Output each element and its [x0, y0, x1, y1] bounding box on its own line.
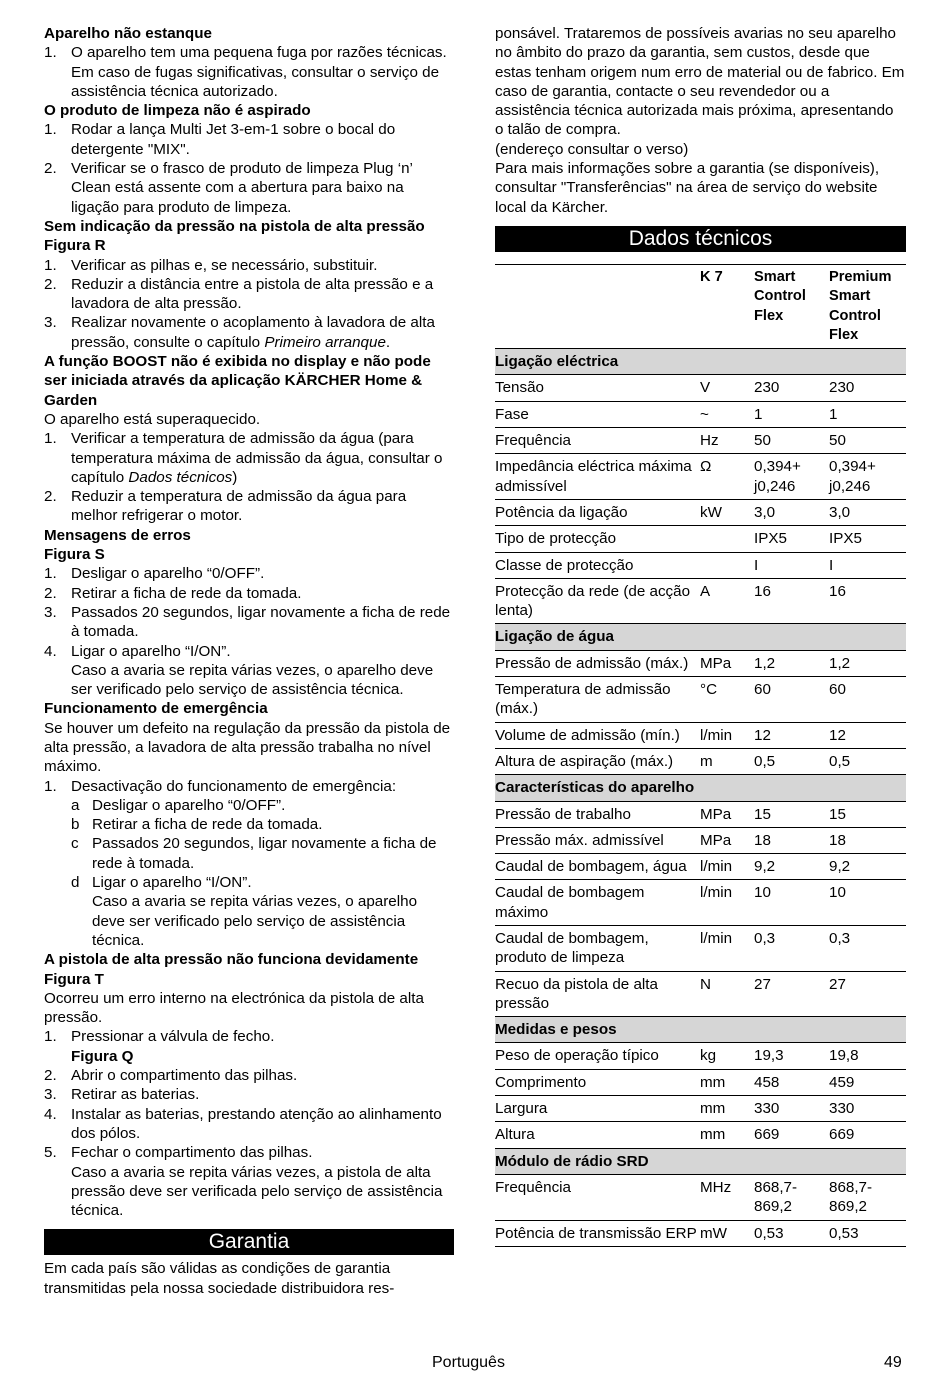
list-item: 4. Instalar as baterias, prestando atenção ao alinhamento dos pólos. [44, 1105, 442, 1142]
table-cell: 0,394+ j0,246 [754, 454, 829, 500]
section-heading: A pistola de alta pressão não funciona devidamente [44, 951, 419, 969]
table-cell: Impedância eléctrica máxima admissível [495, 454, 700, 500]
table-cell: Tipo de protecção [495, 526, 700, 552]
paragraph: Para mais informações sobre a garantia (se disponíveis), consultar "Transferências" na área de serviço do website local da Kärcher. [495, 160, 880, 216]
table-cell: 459 [829, 1069, 906, 1095]
table-cell: Tensão [495, 375, 700, 401]
table-cell: 0,53 [754, 1220, 829, 1246]
footer-language: Português [432, 1354, 505, 1371]
table-row [495, 1174, 906, 1220]
list-item: 1. Verificar as pilhas e, se necessário, substituir. [44, 256, 378, 274]
table-cell: MPa [700, 801, 754, 827]
table-cell: I [829, 552, 906, 578]
table-cell: 330 [754, 1096, 829, 1122]
table-section-row [495, 1148, 906, 1174]
table-cell: 1,2 [829, 650, 906, 676]
list-item: 1. Verificar a temperatura de admissão da água (para temperatura máxima de admissão da água, consultar o capítulo Dados técnicos) [44, 430, 443, 486]
table-cell: 3,0 [754, 499, 829, 525]
table-row [495, 722, 906, 748]
note: Caso a avaria se repita várias vezes, a pistola de alta pressão deve ser verificada pelo serviço de assistência técnica. [71, 1163, 443, 1220]
table-cell: Módulo de rádio SRD [495, 1148, 906, 1174]
table-cell: K 7 [700, 264, 754, 348]
table-cell: Comprimento [495, 1069, 700, 1095]
table-cell: IPX5 [829, 526, 906, 552]
table-cell: I [754, 552, 829, 578]
table-cell: 19,8 [829, 1043, 906, 1069]
table-cell: Altura de aspiração (máx.) [495, 748, 700, 774]
table-cell: 16 [829, 578, 906, 624]
table-cell: Ligação eléctrica [495, 349, 906, 375]
table-cell: 27 [754, 971, 829, 1017]
table-cell: l/min [700, 925, 754, 971]
table-cell: l/min [700, 854, 754, 880]
section-heading: O produto de limpeza não é aspirado [44, 102, 311, 120]
table-cell: 0,5 [754, 748, 829, 774]
table-cell: Pressão de admissão (máx.) [495, 650, 700, 676]
table-cell: 15 [829, 801, 906, 827]
table-cell: 230 [754, 375, 829, 401]
section-heading: Sem indicação da pressão na pistola de alta pressão [44, 217, 425, 235]
table-row [495, 1096, 906, 1122]
table-cell: A [700, 578, 754, 624]
table-cell [700, 526, 754, 552]
section-heading: A função BOOST não é exibida no display e não pode ser iniciada através da aplicação KÄRCHER Home & Garden [44, 353, 431, 409]
table-cell: 18 [754, 827, 829, 853]
table-row [495, 499, 906, 525]
table-cell: 868,7-869,2 [754, 1174, 829, 1220]
list-item: 1. Rodar a lança Multi Jet 3-em-1 sobre o bocal do detergente "MIX". [44, 121, 396, 158]
sub-item: b Retirar a ficha de rede da tomada. [71, 816, 323, 834]
table-cell: m [700, 748, 754, 774]
figure-ref: Figura R [44, 237, 106, 255]
table-cell: MHz [700, 1174, 754, 1220]
table-section-row [495, 349, 906, 375]
list-item: 1. O aparelho tem uma pequena fuga por razões técnicas. Em caso de fugas significativas, consultar o serviço de assistência técnica autorizado. [44, 44, 447, 100]
table-row [495, 1069, 906, 1095]
table-cell [700, 552, 754, 578]
table-cell: Peso de operação típico [495, 1043, 700, 1069]
table-cell: 0,5 [829, 748, 906, 774]
table-cell: Caudal de bombagem máximo [495, 880, 700, 926]
table-cell: 50 [829, 428, 906, 454]
table-cell: 9,2 [754, 854, 829, 880]
figure-ref: Figura S [44, 546, 105, 564]
table-cell: l/min [700, 722, 754, 748]
table-cell: Recuo da pistola de alta pressão [495, 971, 700, 1017]
section-heading: Aparelho não estanque [44, 25, 212, 42]
list-item: 2. Reduzir a distância entre a pistola de alta pressão e a lavadora de alta pressão. [44, 275, 434, 313]
paragraph: (endereço consultar o verso) [495, 140, 689, 158]
list-item: 1. Desligar o aparelho “0/OFF”. [44, 565, 265, 583]
table-cell: mm [700, 1122, 754, 1148]
table-cell: Temperatura de admissão (máx.) [495, 677, 700, 723]
right-column [495, 24, 906, 1247]
left-column [44, 24, 454, 1298]
table-row [495, 401, 906, 427]
table-cell: 669 [829, 1122, 906, 1148]
table-row [495, 971, 906, 1017]
chapter-ref: Primeiro arranque [264, 333, 386, 351]
page-number: 49 [884, 1354, 902, 1371]
table-cell: 669 [754, 1122, 829, 1148]
table-cell: 458 [754, 1069, 829, 1095]
table-row [495, 578, 906, 624]
table-cell: 10 [829, 880, 906, 926]
list-item: 2. Verificar se o frasco de produto de limpeza Plug ‘n’ Clean está assente com a abertura para baixo na ligação para produto de limpeza. [44, 160, 413, 216]
table-cell: 0,3 [829, 925, 906, 971]
table-cell: l/min [700, 880, 754, 926]
sub-item: a Desligar o aparelho “0/OFF”. [71, 796, 286, 814]
table-row [495, 1122, 906, 1148]
table-cell: Pressão de trabalho [495, 801, 700, 827]
table-cell: 0,53 [829, 1220, 906, 1246]
table-section-row [495, 1017, 906, 1043]
table-cell: Frequência [495, 428, 700, 454]
table-cell: ~ [700, 401, 754, 427]
list-item: 2. Abrir o compartimento das pilhas. [44, 1067, 298, 1085]
table-cell: mm [700, 1096, 754, 1122]
table-cell: 0,394+ j0,246 [829, 454, 906, 500]
table-cell: 868,7-869,2 [829, 1174, 906, 1220]
table-cell: 12 [829, 722, 906, 748]
table-cell: 230 [829, 375, 906, 401]
note: Caso a avaria se repita várias vezes, o aparelho deve ser verificado pelo serviço de assistência técnica. [92, 893, 418, 949]
table-cell: 19,3 [754, 1043, 829, 1069]
list-item: 3. Passados 20 segundos, ligar novamente a ficha de rede à tomada. [44, 603, 451, 641]
garantia-title: Garantia [44, 1229, 454, 1255]
table-row [495, 526, 906, 552]
table-cell: Caudal de bombagem, produto de limpeza [495, 925, 700, 971]
paragraph: O aparelho está superaquecido. [44, 410, 261, 428]
table-cell: Caudal de bombagem, água [495, 854, 700, 880]
list-item: 5. Fechar o compartimento das pilhas. [44, 1144, 313, 1162]
table-cell: MPa [700, 650, 754, 676]
table-cell: MPa [700, 827, 754, 853]
table-cell: Premium Smart Control Flex [829, 264, 906, 348]
table-cell: Ω [700, 454, 754, 500]
table-cell: Ligação de água [495, 624, 906, 650]
table-cell: Pressão máx. admissível [495, 827, 700, 853]
table-header-row [495, 264, 906, 348]
table-row [495, 1220, 906, 1246]
dados-tecnicos-title: Dados técnicos [495, 226, 906, 252]
table-cell: Frequência [495, 1174, 700, 1220]
list-item: 4. Ligar o aparelho “I/ON”. [44, 642, 231, 660]
table-cell: Smart Control Flex [754, 264, 829, 348]
table-cell: IPX5 [754, 526, 829, 552]
table-section-row [495, 775, 906, 801]
table-cell [495, 264, 700, 348]
tech-data-table [495, 264, 906, 1247]
table-cell: Fase [495, 401, 700, 427]
table-cell: Medidas e pesos [495, 1017, 906, 1043]
table-cell: 330 [829, 1096, 906, 1122]
table-row [495, 880, 906, 926]
section-heading: Funcionamento de emergência [44, 700, 268, 718]
table-cell: mm [700, 1069, 754, 1095]
list-item: 3. Retirar as baterias. [44, 1086, 200, 1104]
table-cell: 3,0 [829, 499, 906, 525]
note: Caso a avaria se repita várias vezes, o aparelho deve ser verificado pelo serviço de assistência técnica. [71, 661, 434, 699]
table-row [495, 677, 906, 723]
list-item: 3. Realizar novamente o acoplamento à lavadora de alta pressão, consulte o capítulo Primeiro arranque. [44, 314, 435, 351]
table-cell: 1,2 [754, 650, 829, 676]
table-row [495, 827, 906, 853]
figure-ref: Figura Q [71, 1047, 134, 1065]
table-cell: 50 [754, 428, 829, 454]
table-row [495, 650, 906, 676]
table-cell: mW [700, 1220, 754, 1246]
table-row [495, 801, 906, 827]
table-row [495, 1043, 906, 1069]
list-item: 2. Reduzir a temperatura de admissão da água para melhor refrigerar o motor. [44, 488, 407, 525]
paragraph: ponsável. Trataremos de possíveis avarias no seu aparelho no âmbito do prazo da garantia, sem custos, desde que estas tenham origem num erro de material ou de fabrico. Em caso de garantia, contacte o seu revendedor ou a assistência técnica autorizada mais próxima, apresentando o talão de compra. [495, 25, 905, 139]
table-cell: Classe de protecção [495, 552, 700, 578]
table-cell: 10 [754, 880, 829, 926]
table-row [495, 375, 906, 401]
figure-ref: Figura T [44, 970, 104, 988]
paragraph: Ocorreu um erro interno na electrónica da pistola de alta pressão. [44, 989, 424, 1027]
table-cell: kW [700, 499, 754, 525]
table-cell: Altura [495, 1122, 700, 1148]
table-cell: Volume de admissão (mín.) [495, 722, 700, 748]
table-row [495, 748, 906, 774]
table-section-row [495, 624, 906, 650]
table-row [495, 428, 906, 454]
table-cell: Potência da ligação [495, 499, 700, 525]
list-item: 1. Desactivação do funcionamento de emergência: [44, 777, 397, 795]
table-cell: 9,2 [829, 854, 906, 880]
sub-item: c Passados 20 segundos, ligar novamente a ficha de rede à tomada. [71, 835, 437, 872]
table-cell: 1 [829, 401, 906, 427]
table-cell: 16 [754, 578, 829, 624]
table-cell: Potência de transmissão ERP [495, 1220, 700, 1246]
table-row [495, 454, 906, 500]
table-cell: Hz [700, 428, 754, 454]
paragraph: Em cada país são válidas as condições de garantia transmitidas pela nossa sociedade distribuidora res- [44, 1260, 395, 1297]
sub-item: d Ligar o aparelho “I/ON”. [71, 874, 252, 892]
table-row [495, 925, 906, 971]
table-cell: 27 [829, 971, 906, 1017]
table-cell: °C [700, 677, 754, 723]
table-cell: kg [700, 1043, 754, 1069]
paragraph: Se houver um defeito na regulação da pressão da pistola de alta pressão, a lavadora de alta pressão trabalha no nível máximo. [44, 719, 451, 776]
table-cell: 0,3 [754, 925, 829, 971]
chapter-ref: Dados técnicos [128, 468, 233, 486]
table-cell: V [700, 375, 754, 401]
table-cell: Características do aparelho [495, 775, 906, 801]
table-cell: 60 [754, 677, 829, 723]
table-cell: 12 [754, 722, 829, 748]
table-cell: 1 [754, 401, 829, 427]
table-cell: 15 [754, 801, 829, 827]
table-cell: Largura [495, 1096, 700, 1122]
table-row [495, 552, 906, 578]
table-row [495, 854, 906, 880]
table-cell: 60 [829, 677, 906, 723]
table-cell: 18 [829, 827, 906, 853]
table-cell: N [700, 971, 754, 1017]
section-heading: Mensagens de erros [44, 526, 191, 544]
table-cell: Protecção da rede (de acção lenta) [495, 578, 700, 624]
list-item: 2. Retirar a ficha de rede da tomada. [44, 584, 302, 602]
list-item: 1. Pressionar a válvula de fecho. [44, 1028, 275, 1046]
